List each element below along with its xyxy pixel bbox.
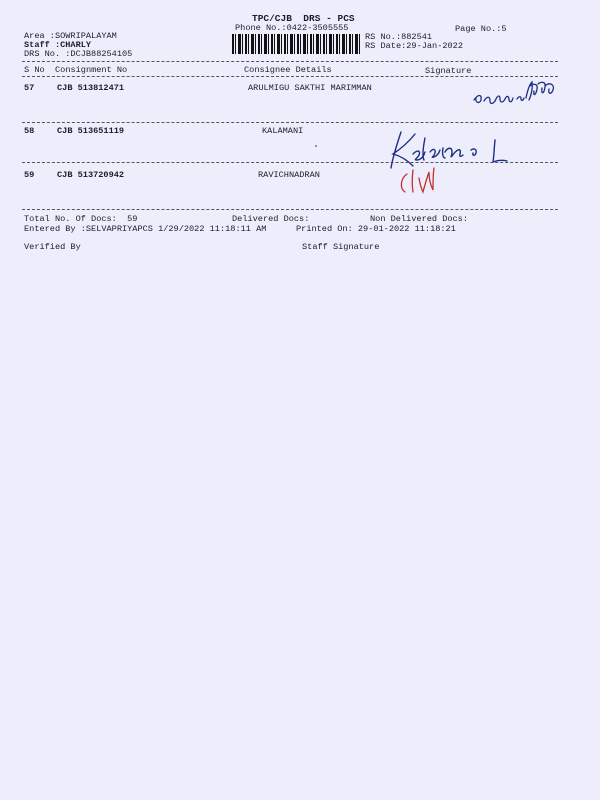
verified-by: Verified By [24,242,81,252]
row-serial-number: 59 [24,170,35,180]
header-rule-top [22,61,558,62]
row-serial-number: 58 [24,126,35,136]
drs-number: DRS No. :DCJB88254105 [24,49,133,59]
delivered-docs: Delivered Docs: [232,214,310,224]
red-ink-annotation [395,166,437,198]
row-divider [22,162,558,163]
row-consignment-number: CJB 513651119 [57,126,125,136]
phone-number: Phone No.:0422-3505555 [235,23,349,33]
rs-number: RS No.:882541 [365,32,433,42]
row-consignee-name: RAVICHNADRAN [258,170,320,180]
table-bottom-rule [22,209,558,210]
row-consignee-name: KALAMANI [262,126,304,136]
speck [315,145,317,147]
row-consignee-name: ARULMIGU SAKTHI MARIMMAN [248,83,372,93]
rs-date: RS Date:29-Jan-2022 [365,41,463,51]
staff-signature-label: Staff Signature [302,242,380,252]
total-docs: Total No. Of Docs: 59 [24,214,138,224]
column-header-s-no: S No [24,65,45,75]
non-delivered-docs: Non Delivered Docs: [370,214,468,224]
row-consignment-number: CJB 513720942 [57,170,125,180]
page-number: Page No.:5 [455,24,507,34]
column-header-consignee-details: Consignee Details [244,65,332,75]
row-consignment-number: CJB 513812471 [57,83,125,93]
row-divider [22,122,558,123]
column-header-signature: Signature [425,66,472,76]
document-title: TPC/CJB DRS - PCS [252,13,355,24]
area-label: Area :SOWRIPALAYAM [24,31,117,41]
staff-label: Staff :CHARLY [24,40,92,50]
column-header-consignment-no: Consignment No [55,65,128,75]
barcode [232,34,360,54]
printed-on: Printed On: 29-01-2022 11:18:21 [296,224,456,234]
entered-by: Entered By :SELVAPRIYAPCS 1/29/2022 11:18:11 AM [24,224,267,234]
row-serial-number: 57 [24,83,35,93]
handwritten-signature-row-57 [470,74,560,108]
